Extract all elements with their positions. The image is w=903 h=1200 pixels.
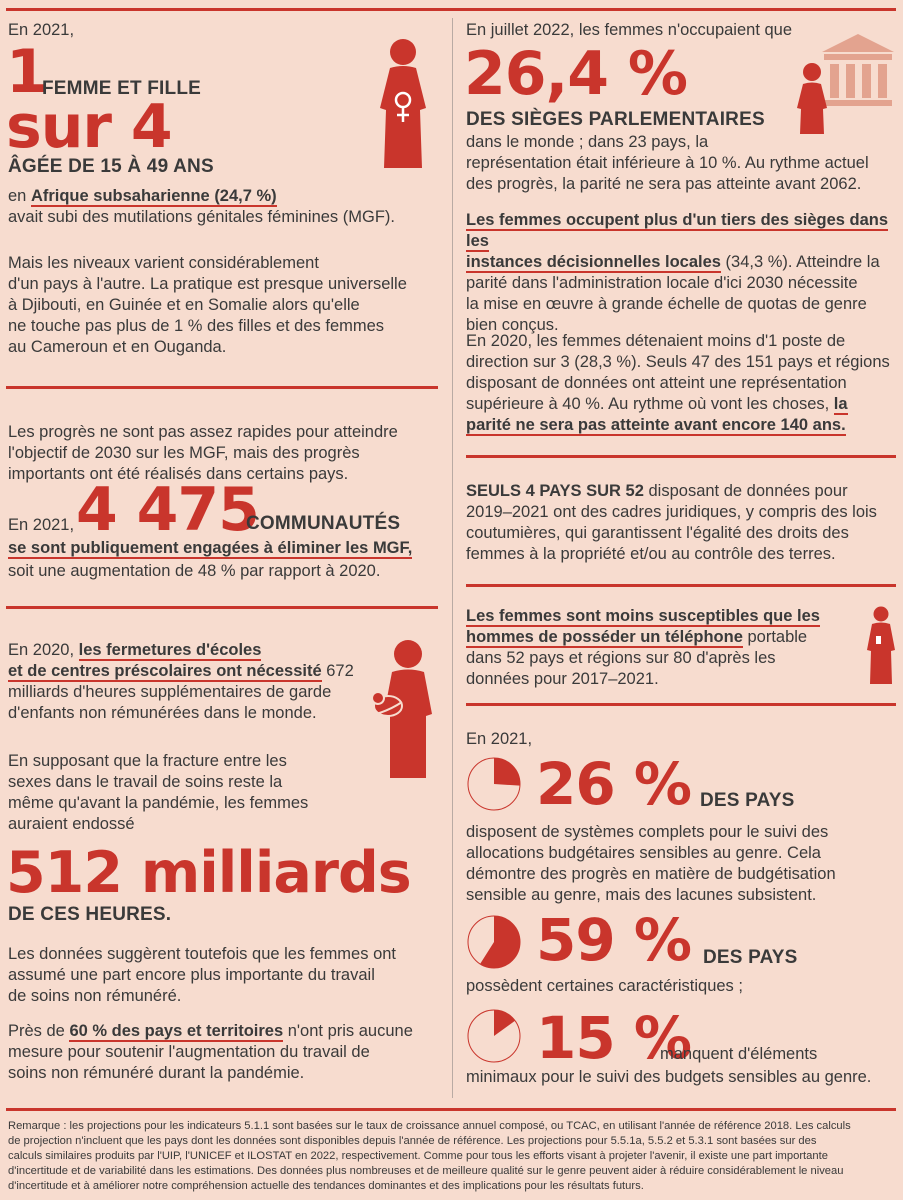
care-big-number: 512 milliards bbox=[6, 840, 411, 906]
parl-paragraph-1: dans le monde ; dans 23 pays, la représentation était inférieure à 10 %. Au rythme actuel des progrès, la parité ne sera pas atteinte avant 2062. bbox=[466, 133, 869, 193]
right-rule-2 bbox=[466, 584, 896, 587]
budget-label-3: manquent d'éléments bbox=[660, 1045, 818, 1063]
care-hours-label: DE CES HEURES. bbox=[8, 904, 172, 925]
left-rule-2 bbox=[6, 606, 438, 609]
fgm-age-label: ÂGÉE DE 15 À 49 ANS bbox=[8, 156, 214, 177]
footnote: Remarque : les projections pour les indicateurs 5.1.1 sont basées sur le taux de croissance annuel composé, ou TCAC, en utilisant l'année de référence 2018. Les calculs de projection n'incluent que les pays dont les données sont disponibles depuis l'année de référence. Les projections pour 5.5.1a, 5.5.2 et 5.3.1 sont basées sur des calculs similaires produits par l'UIP, l'UNICEF et ILOSTAT en 2022, respectivement. Comme pour tous les efforts visant à projeter l'avenir, il existe une part importante d'incertitude et de variabilité dans les estimations. Des données plus nombreuses et de meilleure qualité sur le genre peuvent aider à réduire considérablement le niveau d'incertitude et à améliorer notre compréhension actuelle des tendances dominantes et des implications pour les résultats futurs. bbox=[8, 1120, 851, 1192]
care-paragraph-1: En 2020, les fermetures d'écoles et de centres préscolaires ont nécessité 672 milliards d'heures supplémentaires de garde d'enfants non rémunérées dans le monde. bbox=[8, 641, 354, 722]
budget-desc-1: disposent de systèmes complets pour le suivi des allocations budgétaires sensibles au genre. Cela démontre des progrès en matière de budgétisation sensible au genre, mais des lacunes subsistent. bbox=[466, 823, 836, 904]
budget-year: En 2021, bbox=[466, 730, 533, 748]
top-rule bbox=[6, 8, 896, 11]
comm-increase-line: soit une augmentation de 48 % par rapport à 2020. bbox=[8, 562, 381, 580]
right-rule-1 bbox=[466, 455, 896, 458]
comm-label: COMMUNAUTÉS bbox=[246, 513, 401, 534]
parl-intro: En juillet 2022, les femmes n'occupaient que bbox=[466, 21, 793, 39]
pie-59-icon bbox=[466, 914, 522, 970]
land-paragraph: SEULS 4 PAYS SUR 52 disposant de données pour 2019–2021 ont des cadres juridiques, y compris des lois coutumières, qui garantissent l'égalité des droits des femmes à la propriété et/ou au contrôle des terres. bbox=[466, 482, 877, 563]
parl-paragraph-2: Les femmes occupent plus d'un tiers des sièges dans les instances décisionnelles locales (34,3 %). Atteindre la parité dans l'administration locale d'ici 2030 nécessite la mise en œuvre à grande échelle de quotas de genre bien conçus. bbox=[466, 211, 889, 334]
phone-paragraph: Les femmes sont moins susceptibles que les hommes de posséder un téléphone portable dans 52 pays et régions sur 80 d'après les données pour 2017–2021. bbox=[466, 607, 820, 688]
woman-venus-icon bbox=[370, 38, 436, 172]
fgm-femme-label: FEMME ET FILLE bbox=[42, 78, 202, 99]
right-rule-3 bbox=[466, 703, 896, 706]
care-paragraph-4: Près de 60 % des pays et territoires n'ont pris aucune mesure pour soutenir l'augmentation du travail de soins non rémunéré durant la pandémie. bbox=[8, 1022, 413, 1082]
budget-pct-26: 26 % bbox=[536, 750, 692, 818]
parl-label: DES SIÈGES PARLEMENTAIRES bbox=[466, 109, 765, 130]
budget-pct-15: 15 % bbox=[536, 1004, 692, 1072]
left-rule-1 bbox=[6, 386, 438, 389]
parl-number: 26,4 % bbox=[464, 39, 688, 109]
afrique-highlight: Afrique subsaharienne (24,7 %) bbox=[30, 187, 277, 205]
comm-progress-paragraph: Les progrès ne sont pas assez rapides pour atteindre l'objectif de 2030 sur les MGF, mais des progrès importants ont été réalisés dans certains pays. bbox=[8, 423, 398, 483]
bottom-rule bbox=[6, 1108, 896, 1111]
budget-desc-2: possèdent certaines caractéristiques ; bbox=[466, 977, 743, 995]
parl-paragraph-3: En 2020, les femmes détenaient moins d'1 poste de direction sur 3 (28,3 %). Seuls 47 des 151 pays et régions disposant de données ont atteint une représentation supérieure à 40 %. Au rythme où vont les choses, la parité ne sera pas atteinte avant encore 140 ans. bbox=[466, 332, 890, 434]
pie-26-icon bbox=[466, 756, 522, 812]
fgm-mgf-line: avait subi des mutilations génitales féminines (MGF). bbox=[8, 208, 395, 226]
fgm-number-1: 1 bbox=[6, 37, 47, 107]
pie-15-icon bbox=[466, 1008, 522, 1064]
comm-year: En 2021, bbox=[8, 516, 75, 534]
care-paragraph-2: En supposant que la fracture entre les sexes dans le travail de soins reste la même qu'avant la pandémie, les femmes auraient endossé bbox=[8, 752, 309, 833]
care-paragraph-3: Les données suggèrent toutefois que les femmes ont assumé une part encore plus importante du travail de soins non rémunéré. bbox=[8, 945, 396, 1005]
budget-label-1: DES PAYS bbox=[700, 790, 795, 811]
woman-with-child-icon bbox=[368, 640, 440, 780]
column-divider bbox=[452, 18, 453, 1098]
fgm-region-line: en Afrique subsaharienne (24,7 %) bbox=[8, 187, 277, 205]
pie-26-slice bbox=[494, 758, 520, 786]
fgm-sur-4: sur 4 bbox=[6, 92, 172, 162]
comm-number: 4 475 bbox=[76, 475, 259, 545]
fgm-year: En 2021, bbox=[8, 21, 75, 39]
woman-building-icon bbox=[792, 32, 896, 136]
budget-pct-59: 59 % bbox=[536, 906, 692, 974]
budget-label-2: DES PAYS bbox=[703, 947, 798, 968]
budget-desc-3: minimaux pour le suivi des budgets sensibles au genre. bbox=[466, 1068, 872, 1086]
comm-engaged-line: se sont publiquement engagées à éliminer les MGF, bbox=[8, 539, 413, 557]
fgm-variation-paragraph: Mais les niveaux varient considérablement d'un pays à l'autre. La pratique est presque universelle à Djibouti, en Guinée et en Somalie alors qu'elle ne touche pas plus de 1 % des filles et des femmes au Cameroun et en Ouganda. bbox=[8, 254, 407, 356]
woman-phone-icon bbox=[864, 606, 898, 686]
